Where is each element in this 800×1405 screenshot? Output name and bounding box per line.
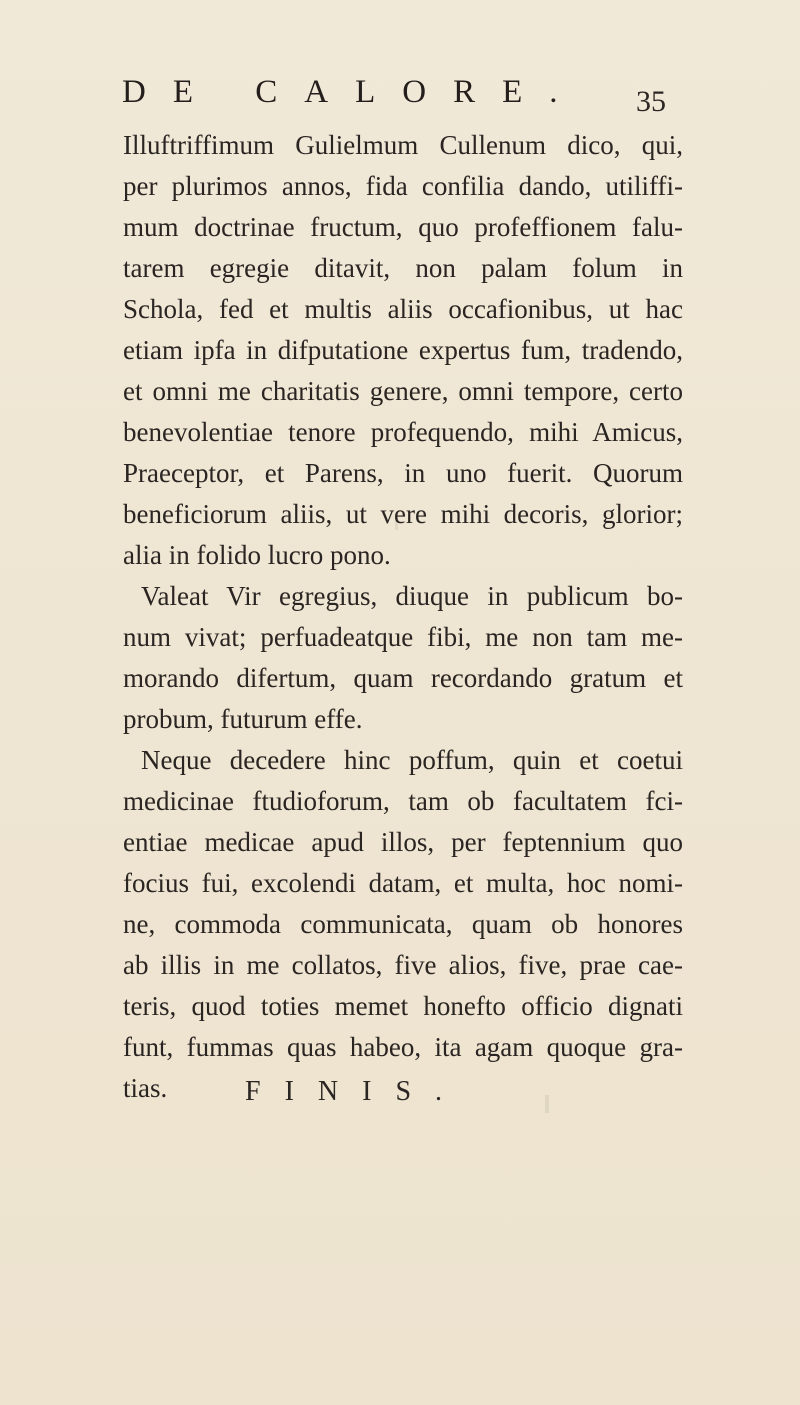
text-line: num vivat; perfuadeatque fibi, me non tam me- <box>123 622 683 652</box>
text-line: Neque decedere hinc poffum, quin et coetui <box>141 745 683 775</box>
finis-text: FINIS. <box>245 1076 467 1107</box>
text-line: Praeceptor, et Parens, in uno fuerit. Quorum <box>123 458 683 488</box>
text-line: tarem egregie ditavit, non palam folum in <box>123 253 683 283</box>
text-line: mum doctrinae fructum, quo profeffionem falu- <box>123 212 683 242</box>
text-line: benevolentiae tenore profequendo, mihi Amicus, <box>123 417 683 447</box>
text-line: morando difertum, quam recordando gratum et <box>123 663 683 693</box>
text-line: probum, futurum effe. <box>123 704 363 734</box>
text-line: ab illis in me collatos, five alios, five, prae cae- <box>123 950 683 980</box>
text-line: Valeat Vir egregius, diuque in publicum bo- <box>141 581 683 611</box>
text-line: entiae medicae apud illos, per feptennium quo <box>123 827 683 857</box>
text-line: etiam ipfa in difputatione expertus fum, tradendo, <box>123 335 683 365</box>
text-line: alia in folido lucro pono. <box>123 540 391 570</box>
body-text <box>123 125 683 1109</box>
text-line: focius fui, excolendi datam, et multa, hoc nomi- <box>123 868 683 898</box>
text-line: per plurimos annos, fida confilia dando, utiliffi- <box>123 171 683 201</box>
text-line: Schola, fed et multis aliis occafionibus, ut hac <box>123 294 683 324</box>
text-line: beneficiorum aliis, ut vere mihi decoris, glorior; <box>123 499 683 529</box>
header-title: DE CALORE. <box>122 74 585 110</box>
text-line: et omni me charitatis genere, omni tempore, certo <box>123 376 683 406</box>
running-header <box>122 72 682 122</box>
text-line: tias. <box>123 1073 168 1103</box>
page-number: 35 <box>636 85 666 118</box>
text-line: medicinae ftudioforum, tam ob facultatem fci- <box>123 786 683 816</box>
text-line: teris, quod toties memet honefto officio dignati <box>123 991 683 1021</box>
text-line: Illuftriffimum Gulielmum Cullenum dico, qui, <box>123 130 683 160</box>
text-line: funt, fummas quas habeo, ita agam quoque gra- <box>123 1032 683 1062</box>
text-line: ne, commoda communicata, quam ob honores <box>123 909 683 939</box>
